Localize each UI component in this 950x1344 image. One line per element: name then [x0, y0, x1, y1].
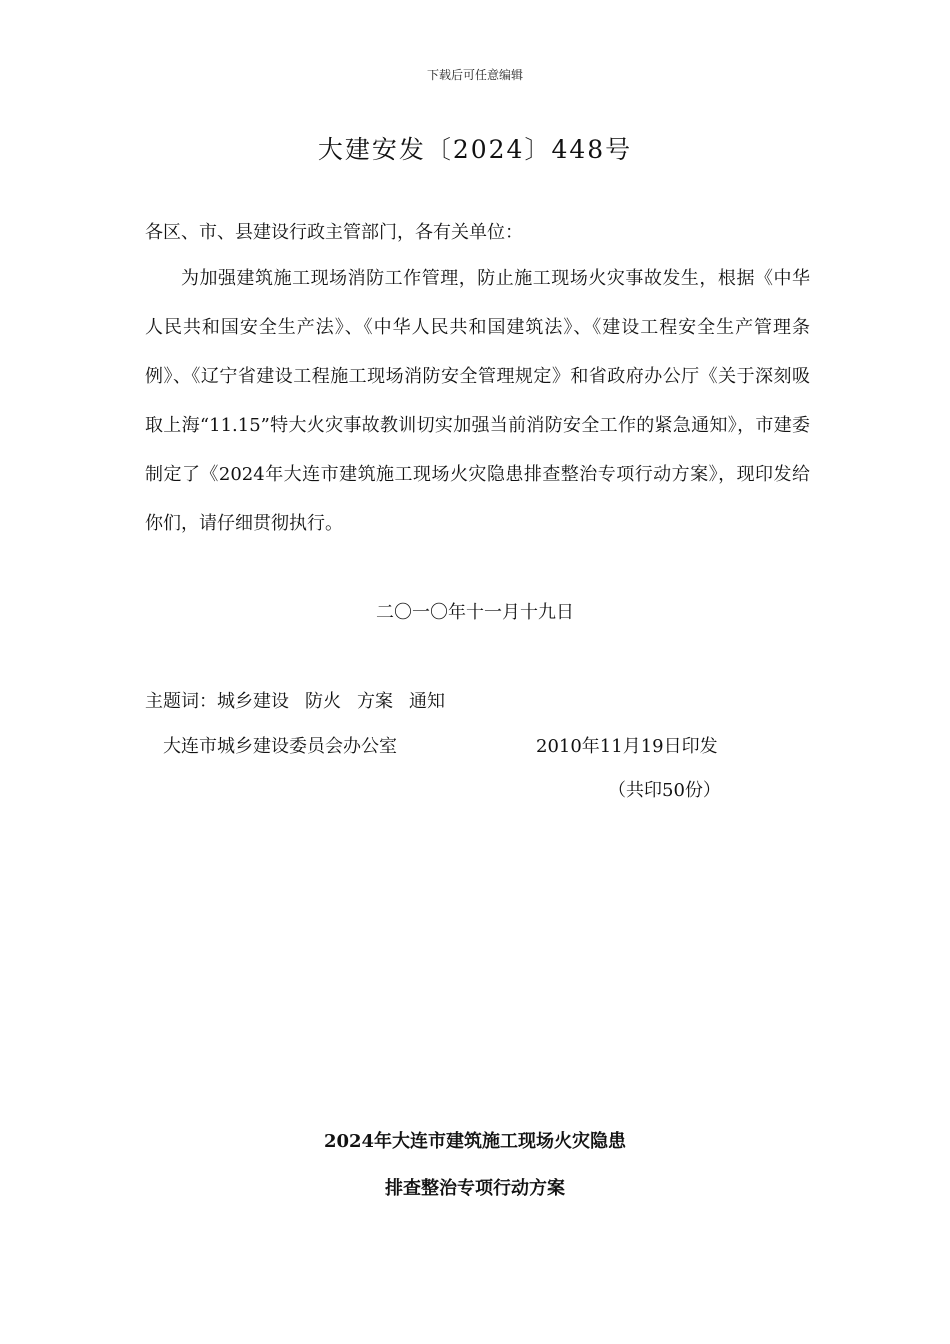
issuing-office: 大连市城乡建设委员会办公室 — [163, 736, 397, 757]
body-paragraph: 为加强建筑施工现场消防工作管理，防止施工现场火灾事故发生，根据《中华人民共和国安全生产法》、《中华人民共和国建筑法》、《建设工程安全生产管理条例》、《辽宁省建设工程施工现场消防安全管理规定》和省政府办公厅《关于深刻吸取上海“11.15”特大火灾事故教训切实加强当前消防安全工作的紧急通知》，市建委制定了《2024年大连市建筑施工现场火灾隐患排查整治专项行动方案》，现印发给你们，请仔细贯彻执行。 — [145, 268, 810, 534]
print-date: 2010年11月19日印发 — [536, 736, 718, 757]
document-number: 大建安发〔2024〕448号 — [317, 135, 633, 164]
subject-keyword: 防火 — [305, 691, 341, 712]
issue-date: 二〇一〇年十一月十九日 — [376, 602, 574, 623]
subject-keyword: 城乡建设 — [217, 691, 289, 712]
copies-count: （共印50份） — [608, 780, 721, 801]
subject-keyword: 方案 — [357, 691, 393, 712]
plan-title-line-1: 2024年大连市建筑施工现场火灾隐患 — [323, 1131, 627, 1152]
subject-keyword: 通知 — [409, 691, 445, 712]
subject-keywords — [145, 687, 445, 713]
salutation: 各区、市、县建设行政主管部门，各有关单位： — [145, 222, 523, 243]
plan-title-line-2: 排查整治专项行动方案 — [385, 1178, 565, 1199]
download-note: 下载后可任意编辑 — [426, 68, 523, 82]
subject-label: 主题词： — [145, 691, 217, 712]
